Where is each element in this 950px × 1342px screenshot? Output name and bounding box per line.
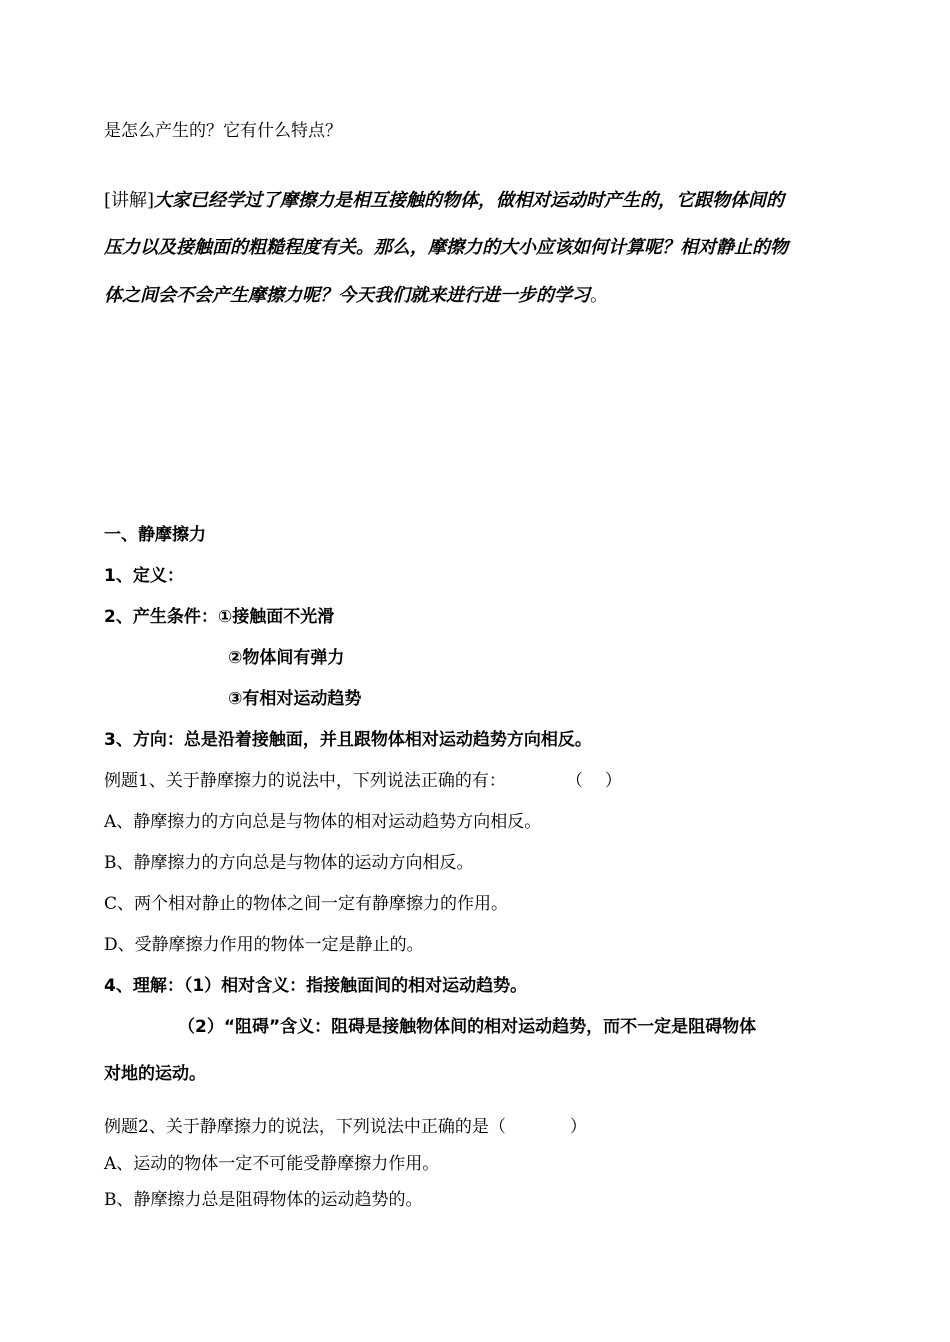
lecture-line-2: 压力以及接触面的粗糙程度有关。那么，摩擦力的大小应该如何计算呢？相对静止的物 [104,237,788,258]
condition-2: ②物体间有弹力 [228,648,345,668]
intro-question-tail: 是怎么产生的？它有什么特点？ [104,121,342,141]
lecture-period: 。 [590,285,608,306]
condition-3: ③有相对运动趋势 [228,689,362,709]
understanding-line-1: 4、理解：（1）相对含义：指接触面间的相对运动趋势。 [104,976,528,996]
understanding-line-2: （2）“阻碍”含义：阻碍是接触物体间的相对运动趋势，而不一定是阻碍物体 [178,1017,757,1037]
lecture-line-1 [104,191,784,211]
conditions-label: 2、产生条件： [104,607,218,627]
example1-option-b: B、静摩擦力的方向总是与物体的运动方向相反。 [104,853,474,873]
section-heading: 一、静摩擦力 [104,525,206,545]
example1-option-c: C、两个相对静止的物体之间一定有静摩擦力的作用。 [104,894,509,914]
example1-option-d: D、受静摩擦力作用的物体一定是静止的。 [104,935,424,955]
lecture-line-3 [104,286,608,306]
example1-stem: 例题1、关于静摩擦力的说法中，下列说法正确的有： [104,771,506,791]
condition-1: ①接触面不光滑 [217,607,335,627]
conditions-line [104,607,334,627]
definition-label: 1、定义： [104,566,184,586]
lecture-tag: [讲解] [104,190,155,211]
lecture-text-3: 体之间会不会产生摩擦力呢？今天我们就来进行进一步的学习 [104,285,590,306]
lecture-text-1: 大家已经学过了摩擦力是相互接触的物体，做相对运动时产生的，它跟物体间的 [154,190,785,211]
example2-stem-line [104,1117,587,1137]
example1-paren-close: ） [604,771,622,791]
direction-line: 3、方向：总是沿着接触面，并且跟物体相对运动趋势方向相反。 [104,730,592,750]
example1-stem-line [104,771,622,791]
example2-stem: 例题2、关于静摩擦力的说法，下列说法中正确的是（ [104,1117,506,1137]
example1-paren-open: （ [565,771,583,791]
example2-option-a: A、运动的物体一定不可能受静摩擦力作用。 [104,1154,440,1174]
example2-paren-close: ） [569,1117,587,1137]
understanding-line-3: 对地的运动。 [104,1064,206,1084]
example1-option-a: A、静摩擦力的方向总是与物体的相对运动趋势方向相反。 [104,812,542,832]
example2-option-b: B、静摩擦力总是阻碍物体的运动趋势的。 [104,1190,423,1210]
